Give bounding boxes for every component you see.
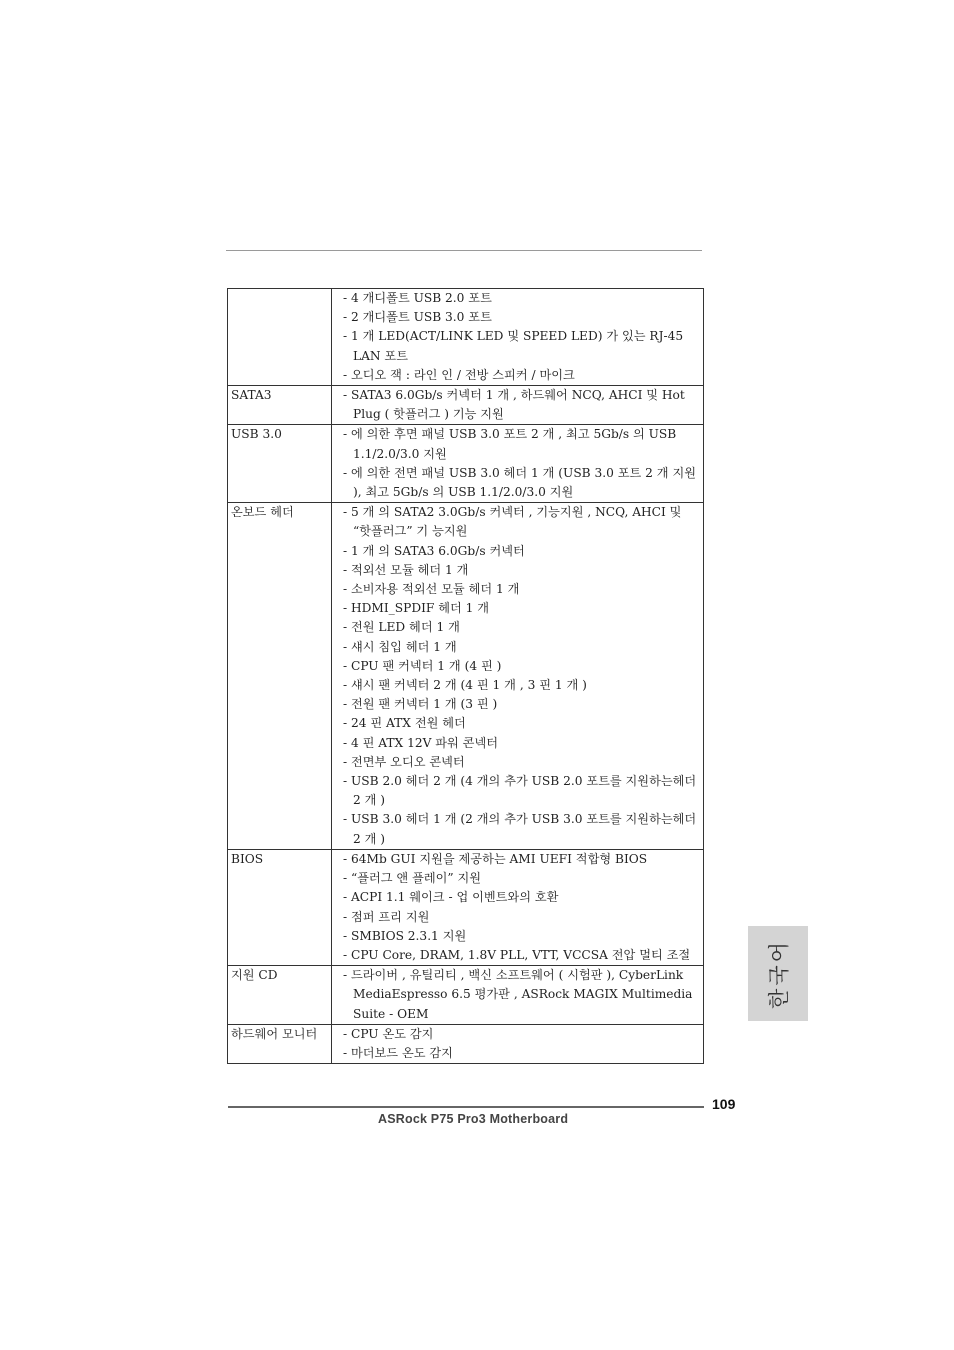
spec-row: [228, 1024, 704, 1063]
spec-item: - 오디오 잭 : 라인 인 / 전방 스피커 / 마이크: [343, 367, 575, 382]
spec-item: - 에 의한 전면 패널 USB 3.0 헤더 1 개 (USB 3.0 포트 2 개 지원 ), 최고 5Gb/s 의 USB 1.1/2.0/3.0 지원: [343, 465, 697, 500]
spec-label: SATA3: [228, 386, 332, 425]
spec-item: - 섀시 침입 헤더 1 개: [343, 639, 457, 654]
spec-item: - 점퍼 프리 지원: [343, 909, 430, 924]
spec-label: USB 3.0: [228, 425, 332, 503]
spec-item: - 1 개 LED(ACT/LINK LED 및 SPEED LED) 가 있는 RJ-45 LAN 포트: [343, 329, 684, 363]
spec-item: - 4 핀 ATX 12V 파워 콘넥터: [343, 735, 499, 750]
top-divider: [226, 250, 702, 251]
spec-item: - USB 2.0 헤더 2 개 (4 개의 추가 USB 2.0 포트를 지원하는헤더 2 개 ): [343, 774, 697, 808]
spec-item: - “플러그 앤 플레이” 지원: [343, 871, 482, 886]
spec-row: [228, 425, 704, 503]
spec-row: [228, 503, 704, 850]
spec-item: - 섀시 팬 커넥터 2 개 (4 핀 1 개 , 3 핀 1 개 ): [343, 678, 587, 693]
spec-items: [332, 503, 704, 850]
spec-item: - 에 의한 후면 패널 USB 3.0 포트 2 개 , 최고 5Gb/s 의 USB 1.1/2.0/3.0 지원: [343, 427, 677, 461]
spec-item: - 드라이버 , 유틸리티 , 백신 소프트웨어 ( 시험판 ), CyberLink MediaEspresso 6.5 평가판 , ASRock MAGIX Multimedia Suite - OEM: [343, 968, 693, 1021]
spec-label: 하드웨어 모니터: [228, 1024, 332, 1063]
spec-row: [228, 386, 704, 425]
spec-label: BIOS: [228, 849, 332, 965]
spec-items: [332, 289, 704, 386]
spec-item: - 전면부 오디오 콘넥터: [343, 754, 465, 769]
spec-item: - 2 개디폴트 USB 3.0 포트: [343, 310, 492, 325]
footer-title: ASRock P75 Pro3 Motherboard: [378, 1112, 569, 1126]
spec-items: [332, 386, 704, 425]
spec-table: [227, 288, 704, 1064]
spec-item: - 전원 팬 커넥터 1 개 (3 핀 ): [343, 697, 498, 712]
spec-item: - HDMI_SPDIF 헤더 1 개: [343, 601, 490, 616]
spec-item: - SATA3 6.0Gb/s 커넥터 1 개 , 하드웨어 NCQ, AHCI 및 Hot Plug ( 핫플러그 ) 기능 지원: [343, 388, 685, 422]
spec-item: - 5 개 의 SATA2 3.0Gb/s 커넥터 , 기능지원 , NCQ, AHCI 및 “핫플러그” 기 능지원: [343, 505, 682, 539]
spec-items: [332, 1024, 704, 1063]
spec-table-body: [228, 289, 704, 1064]
spec-item: - 1 개 의 SATA3 6.0Gb/s 커넥터: [343, 543, 525, 558]
spec-label: 온보드 헤더: [228, 503, 332, 850]
spec-item: - 64Mb GUI 지원을 제공하는 AMI UEFI 적합형 BIOS: [343, 851, 648, 866]
spec-row: [228, 966, 704, 1025]
spec-item: - 4 개디폴트 USB 2.0 포트: [343, 291, 492, 305]
spec-item: - 마더보드 온도 감지: [343, 1045, 453, 1060]
spec-item: - SMBIOS 2.3.1 지원: [343, 928, 467, 943]
language-tab: [748, 926, 808, 1021]
spec-item: - CPU 온도 감지: [343, 1026, 434, 1041]
spec-item: - 전원 LED 헤더 1 개: [343, 620, 460, 635]
spec-row: [228, 289, 704, 386]
page-number: 109: [712, 1096, 736, 1112]
spec-items: [332, 425, 704, 503]
spec-label: [228, 289, 332, 386]
spec-item: - CPU 팬 커넥터 1 개 (4 핀 ): [343, 658, 502, 673]
language-tab-label: 한국어: [767, 938, 792, 1009]
spec-items: [332, 966, 704, 1025]
spec-item: - CPU Core, DRAM, 1.8V PLL, VTT, VCCSA 전압 멀티 조절: [343, 947, 691, 962]
spec-item: - USB 3.0 헤더 1 개 (2 개의 추가 USB 3.0 포트를 지원하는헤더 2 개 ): [343, 812, 697, 846]
spec-item: - 24 핀 ATX 전원 헤더: [343, 716, 466, 731]
spec-row: [228, 849, 704, 965]
spec-label: 지원 CD: [228, 966, 332, 1025]
spec-item: - ACPI 1.1 웨이크 - 업 이벤트와의 호환: [343, 890, 559, 905]
spec-items: [332, 849, 704, 965]
spec-item: - 소비자용 적외선 모듈 헤더 1 개: [343, 582, 520, 597]
footer-divider: [228, 1106, 704, 1108]
spec-item: - 적외선 모듈 헤더 1 개: [343, 562, 469, 577]
